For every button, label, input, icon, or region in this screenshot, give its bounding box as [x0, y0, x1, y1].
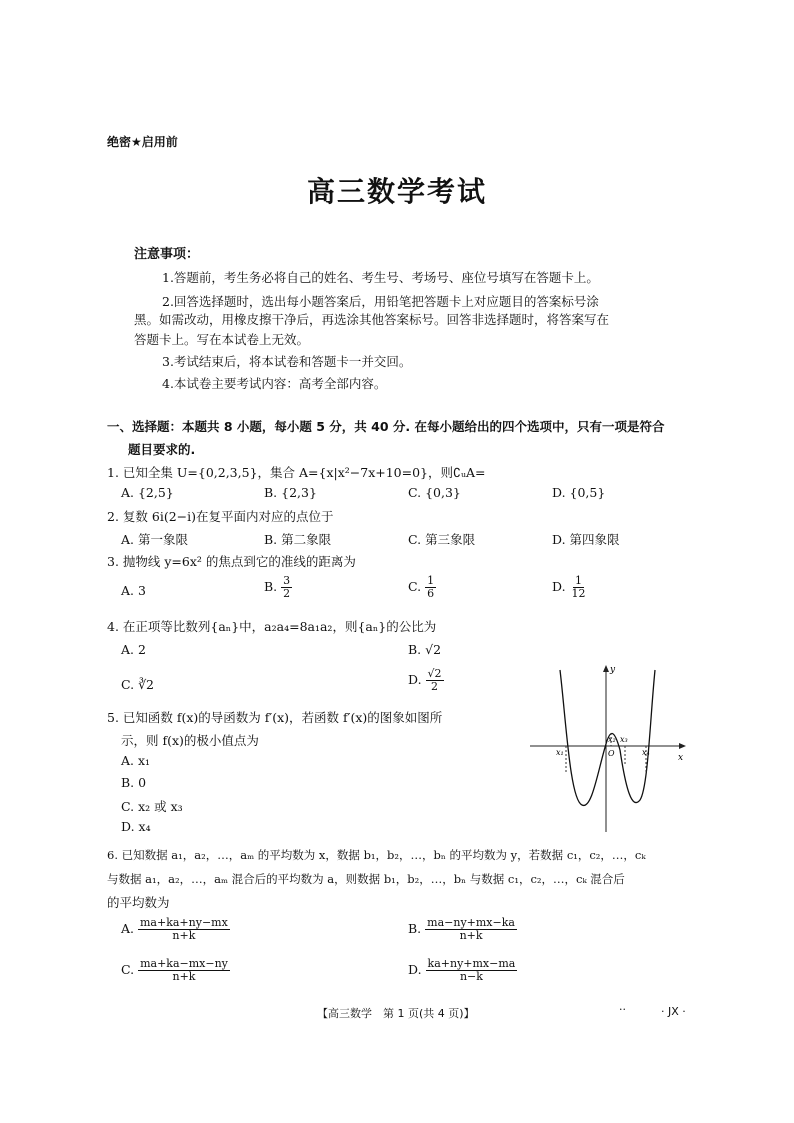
secret-mark: 绝密★启用前: [107, 135, 178, 149]
x1-label: x₁: [556, 748, 564, 757]
x-axis-label: x: [678, 753, 684, 763]
question-6-stem: 6. 已知数据 a₁，a₂，…，aₘ 的平均数为 x，数据 b₁，b₂，…，bₙ 的平均数为 y，若数据 c₁，c₂，…，cₖ: [107, 848, 646, 862]
q5-option-c: C. x₂ 或 x₃: [121, 799, 183, 814]
q5-option-a: A. x₁: [121, 753, 151, 768]
x4-label: x₄: [642, 748, 650, 757]
q1-option-d: D. {0,5}: [552, 485, 606, 500]
q4-option-c: C. ∛2: [121, 677, 154, 692]
q5-option-b: B. 0: [121, 775, 147, 790]
q6-option-d-label: D.: [408, 962, 422, 977]
notice-line: 答题卡上。写在本试卷上无效。: [134, 332, 310, 347]
y-axis-arrow: [603, 665, 609, 672]
curve-left-branch: [560, 670, 606, 805]
footer-code: · JX ·: [661, 1005, 686, 1018]
x-axis-arrow: [679, 743, 686, 749]
question-1-stem: 1. 已知全集 U={0,2,3,5}，集合 A={x|x²−7x+10=0}，则∁ᵤA=: [107, 465, 486, 480]
notice-heading: 注意事项：: [134, 247, 200, 262]
q2-option-d: D. 第四象限: [552, 532, 620, 547]
notice-line: 1.答题前，考生务必将自己的姓名、考生号、考场号、座位号填写在答题卡上。: [162, 270, 599, 285]
q4-option-a: A. 2: [121, 642, 146, 657]
question-2-stem: 2. 复数 6i(2−i)在复平面内对应的点位于: [107, 509, 334, 524]
q6-option-b-label: B.: [408, 921, 422, 936]
q6-option-b-fraction: $\frac{ma-ny+mx-ka}{n+k}$: [427, 916, 515, 942]
q6-option-d: [408, 958, 517, 983]
question-5-stem: 5. 已知函数 f(x)的导函数为 f′(x)，若函数 f′(x)的图象如图所: [107, 710, 443, 725]
q3-option-d-fraction: $\frac{1}{12}$: [571, 574, 586, 600]
footer-dots: ··: [619, 1003, 626, 1016]
q2-option-a: A. 第一象限: [121, 532, 188, 547]
q4-option-d-label: D.: [408, 672, 422, 687]
q5-option-d: D. x₄: [121, 819, 151, 834]
page-footer: 【高三数学 第 1 页(共 4 页)】: [317, 1007, 475, 1020]
q6-option-d-fraction: $\frac{ka+ny+mx-ma}{n-k}$: [427, 957, 516, 983]
q6-option-a: [121, 917, 230, 942]
y-axis-label: y: [610, 665, 616, 675]
q3-option-a: A. 3: [121, 583, 146, 598]
question-6-stem-cont: 与数据 a₁，a₂，…，aₘ 混合后的平均数为 a，则数据 b₁，b₂，…，bₙ 与数据 c₁，c₂，…，cₖ 混合后: [107, 872, 625, 886]
exam-title: 高三数学考试: [306, 175, 487, 208]
q3-option-d-label: D.: [552, 579, 566, 594]
question-5-stem-cont: 示，则 f(x)的极小值点为: [121, 733, 259, 748]
q1-option-c: C. {0,3}: [408, 485, 461, 500]
q2-option-b: B. 第二象限: [264, 532, 332, 547]
q3-option-c-label: C.: [408, 579, 422, 594]
x3-label: x₃: [620, 735, 628, 744]
q1-option-b: B. {2,3}: [264, 485, 317, 500]
derivative-graph: [528, 660, 690, 835]
q4-option-b: B. √2: [408, 642, 442, 657]
q6-option-b: [408, 917, 517, 942]
origin-label: O: [608, 749, 615, 758]
question-3-stem: 3. 抛物线 y=6x² 的焦点到它的准线的距离为: [107, 554, 356, 569]
section-heading: 一、选择题：本题共 8 小题，每小题 5 分，共 40 分. 在每小题给出的四个选项中，只有一项是符合: [107, 419, 665, 434]
q3-option-b-label: B.: [264, 579, 278, 594]
x2-label: x₂: [608, 735, 616, 744]
question-4-stem: 4. 在正项等比数列{aₙ}中，a₂a₄=8a₁a₂，则{aₙ}的公比为: [107, 619, 437, 634]
q3-option-c-fraction: $\frac{1}{6}$: [427, 574, 435, 600]
q2-option-c: C. 第三象限: [408, 532, 476, 547]
q6-option-a-fraction: $\frac{ma+ka+ny-mx}{n+k}$: [140, 916, 228, 942]
q3-option-c: [408, 575, 436, 600]
question-6-stem-end: 的平均数为: [107, 895, 170, 910]
q4-option-d-fraction: $\frac{√2}{2}$: [427, 667, 442, 693]
q1-option-a: A. {2,5}: [121, 485, 174, 500]
q6-option-c-label: C.: [121, 962, 135, 977]
q6-option-a-label: A.: [121, 921, 135, 936]
q3-option-d: [552, 575, 588, 600]
notice-line: 4.本试卷主要考试内容：高考全部内容。: [162, 376, 387, 391]
q6-option-c: [121, 958, 230, 983]
notice-line: 3.考试结束后，将本试卷和答题卡一并交回。: [162, 354, 412, 369]
notice-line: 黑。如需改动，用橡皮擦干净后，再选涂其他答案标号。回答非选择题时，将答案写在: [134, 312, 610, 327]
q6-option-c-fraction: $\frac{ma+ka-mx-ny}{n+k}$: [140, 957, 228, 983]
q3-option-b: [264, 575, 292, 600]
section-heading-cont: 题目要求的.: [128, 442, 196, 457]
notice-line: 2.回答选择题时，选出每小题答案后，用铅笔把答题卡上对应题目的答案标号涂: [162, 294, 599, 309]
q3-option-b-fraction: $\frac{3}{2}$: [283, 574, 291, 600]
q4-option-d: [408, 668, 444, 693]
